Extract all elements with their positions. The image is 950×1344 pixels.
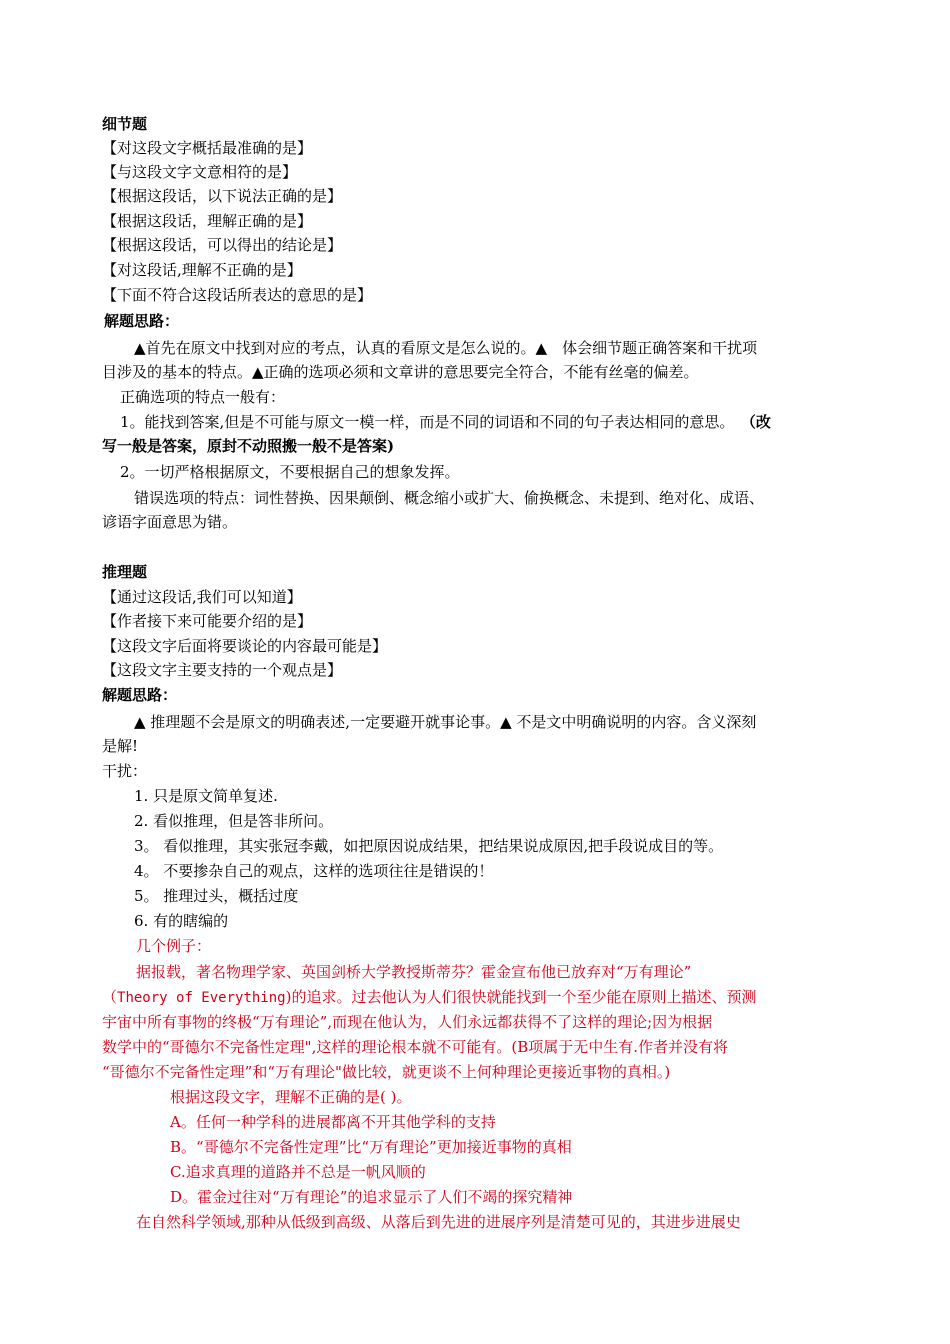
example-question: 根据这段文字，理解不正确的是( )。: [170, 1088, 412, 1106]
question-pattern: 【与这段文字文意相符的是】: [102, 163, 298, 181]
point-1-emphasis-cont: 写一般是答案，原封不动照搬一般不是答案): [102, 437, 395, 455]
interference-item: 1. 只是原文简单复述.: [134, 787, 278, 805]
approach-text: ▲首先在原文中找到对应的考点，认真的看原文是怎么说的。▲ 体会细节题正确答案和干扰项: [134, 339, 758, 357]
example-paragraph: [102, 985, 756, 1010]
question-pattern: 【根据这段话，可以得出的结论是】: [102, 236, 343, 254]
approach-text: ▲ 推理题不会是原文的明确表述,一定要避开就事论事。▲ 不是文中明确说明的内容。含义深刻: [134, 713, 757, 731]
point-1-emphasis: （改: [748, 413, 771, 431]
approach-text: 是解!: [102, 737, 139, 755]
example-option: B。“哥德尔不完备性定理”比“万有理论”更加接近事物的真相: [170, 1138, 572, 1156]
wrong-options-text: 谚语字面意思为错。: [102, 513, 238, 531]
question-pattern: 【下面不符合这段话所表达的意思的是】: [102, 286, 373, 304]
example-paragraph: 在自然科学领域,那种从低级到高级、从落后到先进的进展序列是清楚可见的，其进步进展史: [136, 1213, 741, 1231]
example-option: D。霍金过往对“万有理论”的追求显示了人们不竭的探究精神: [170, 1188, 573, 1206]
question-pattern: 【对这段话,理解不正确的是】: [102, 261, 302, 279]
question-pattern: 【这段文字主要支持的一个观点是】: [102, 661, 343, 679]
section-title-detail: 细节题: [102, 115, 148, 133]
question-pattern: 【根据这段话，理解正确的是】: [102, 212, 313, 230]
example-english-term: Theory of Everything: [117, 990, 286, 1006]
interference-item: 3。 看似推理，其实张冠李戴，如把原因说成结果，把结果说成原因,把手段说成目的等。: [134, 837, 724, 855]
question-pattern: 【作者接下来可能要介绍的是】: [102, 612, 313, 630]
interference-item: 2. 看似推理，但是答非所问。: [134, 812, 334, 830]
example-option: A。任何一种学科的进展都离不开其他学科的支持: [170, 1113, 496, 1131]
question-pattern: 【对这段文字概括最准确的是】: [102, 139, 313, 157]
approach-label: 解题思路：: [102, 686, 178, 704]
example-paragraph: 宇宙中所有事物的终极“万有理论”,而现在他认为，人们永远都获得不了这样的理论;因为根据: [102, 1013, 713, 1031]
example-text: )的追求。过去他认为人们很快就能找到一个至少能在原则上描述、预测: [285, 988, 757, 1006]
example-paragraph: 数学中的“哥德尔不完备性定理",这样的理论根本就不可能有。(B项属于无中生有.作者并没有将: [102, 1038, 728, 1056]
question-pattern: 【根据这段话，以下说法正确的是】: [102, 187, 343, 205]
interference-label: 干扰：: [102, 762, 148, 780]
example-paragraph: 据报载，著名物理学家、英国剑桥大学教授斯蒂芬？霍金宣布他已放弃对“万有理论”: [136, 963, 692, 981]
example-option: C.追求真理的道路并不总是一帆风顺的: [170, 1163, 426, 1181]
point-1: [120, 410, 771, 434]
example-paren: （: [102, 988, 118, 1006]
point-2: 2。一切严格根据原文，不要根据自己的想象发挥。: [120, 463, 460, 481]
example-paragraph: “哥德尔不完备性定理”和“万有理论"做比较，就更谈不上何种理论更接近事物的真相。): [102, 1063, 671, 1081]
correct-intro: 正确选项的特点一般有：: [120, 388, 286, 406]
interference-item: 6. 有的瞎编的: [134, 912, 229, 930]
approach-label: 解题思路：: [104, 312, 180, 330]
question-pattern: 【通过这段话,我们可以知道】: [102, 588, 302, 606]
point-1-text: 1。能找到答案,但是不可能与原文一模一样，而是不同的词语和不同的句子表达相同的意思。: [120, 413, 735, 431]
example-label: 几个例子：: [136, 937, 212, 955]
question-pattern: 【这段文字后面将要谈论的内容最可能是】: [102, 637, 388, 655]
interference-item: 5。 推理过头，概括过度: [134, 887, 299, 905]
wrong-options-text: 错误选项的特点：词性替换、因果颠倒、概念缩小或扩大、偷换概念、未提到、绝对化、成语、: [134, 489, 765, 507]
approach-text: 目涉及的基本的特点。▲正确的选项必须和文章讲的意思要完全符合，不能有丝毫的偏差。: [102, 363, 699, 381]
section-title-inference: 推理题: [102, 563, 148, 581]
interference-item: 4。 不要掺杂自己的观点，这样的选项往往是错误的！: [134, 862, 494, 880]
